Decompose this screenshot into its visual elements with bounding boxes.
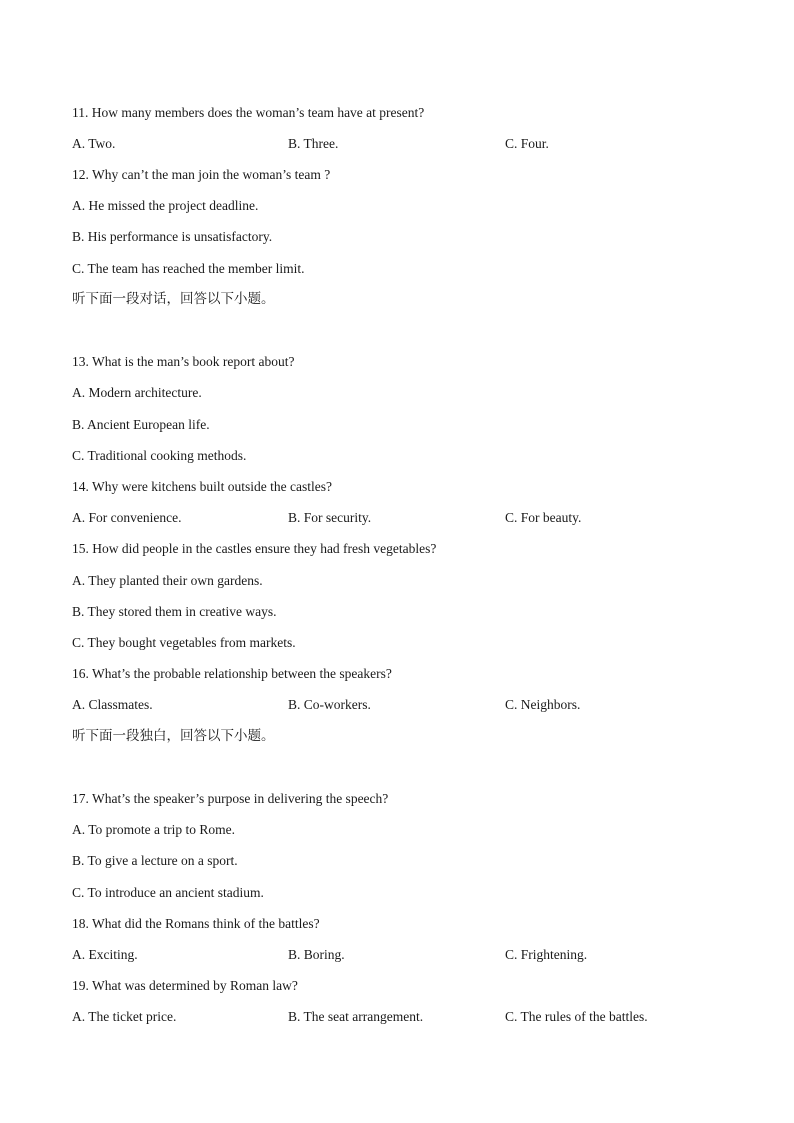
q12-option-c: C. The team has reached the member limit. (72, 261, 305, 276)
q14-option-a: A. For convenience. (72, 510, 182, 525)
q15-option-a: A. They planted their own gardens. (72, 573, 263, 588)
q13-option-c: C. Traditional cooking methods. (72, 448, 247, 463)
question-12-stem: 12. Why can’t the man join the woman’s team ? (72, 167, 331, 182)
q13-option-a: A. Modern architecture. (72, 385, 202, 400)
q11-option-a: A. Two. (72, 136, 116, 151)
question-15-stem: 15. How did people in the castles ensure they had fresh vegetables? (72, 541, 437, 556)
q17-option-c: C. To introduce an ancient stadium. (72, 885, 264, 900)
q16-option-a: A. Classmates. (72, 697, 153, 712)
question-13-stem: 13. What is the man’s book report about? (72, 354, 295, 369)
q15-option-b: B. They stored them in creative ways. (72, 604, 277, 619)
question-14-stem: 14. Why were kitchens built outside the castles? (72, 479, 332, 494)
q17-option-a: A. To promote a trip to Rome. (72, 822, 236, 837)
question-17-stem: 17. What’s the speaker’s purpose in delivering the speech? (72, 791, 389, 806)
q15-option-c: C. They bought vegetables from markets. (72, 635, 296, 650)
question-11-stem: 11. How many members does the woman’s team have at present? (72, 105, 425, 120)
q19-option-a: A. The ticket price. (72, 1009, 177, 1024)
q18-option-b: B. Boring. (288, 947, 345, 962)
question-19-stem: 19. What was determined by Roman law? (72, 978, 298, 993)
q12-option-b: B. His performance is unsatisfactory. (72, 229, 273, 244)
q16-option-b: B. Co-workers. (288, 697, 371, 712)
q17-option-b: B. To give a lecture on a sport. (72, 853, 238, 868)
q19-option-b: B. The seat arrangement. (288, 1009, 424, 1024)
q12-option-a: A. He missed the project deadline. (72, 198, 259, 213)
question-18-stem: 18. What did the Romans think of the battles? (72, 916, 320, 931)
q18-option-a: A. Exciting. (72, 947, 138, 962)
q14-option-b: B. For security. (288, 510, 372, 525)
section-heading-monologue: 听下面一段独白，回答以下小题。 (72, 728, 275, 744)
q18-option-c: C. Frightening. (505, 947, 588, 962)
q11-option-b: B. Three. (288, 136, 339, 151)
q11-option-c: C. Four. (505, 136, 549, 151)
question-16-stem: 16. What’s the probable relationship between the speakers? (72, 666, 392, 681)
q13-option-b: B. Ancient European life. (72, 417, 210, 432)
q14-option-c: C. For beauty. (505, 510, 582, 525)
q16-option-c: C. Neighbors. (505, 697, 581, 712)
section-heading-dialogue: 听下面一段对话，回答以下小题。 (72, 291, 275, 307)
q19-option-c: C. The rules of the battles. (505, 1009, 648, 1024)
